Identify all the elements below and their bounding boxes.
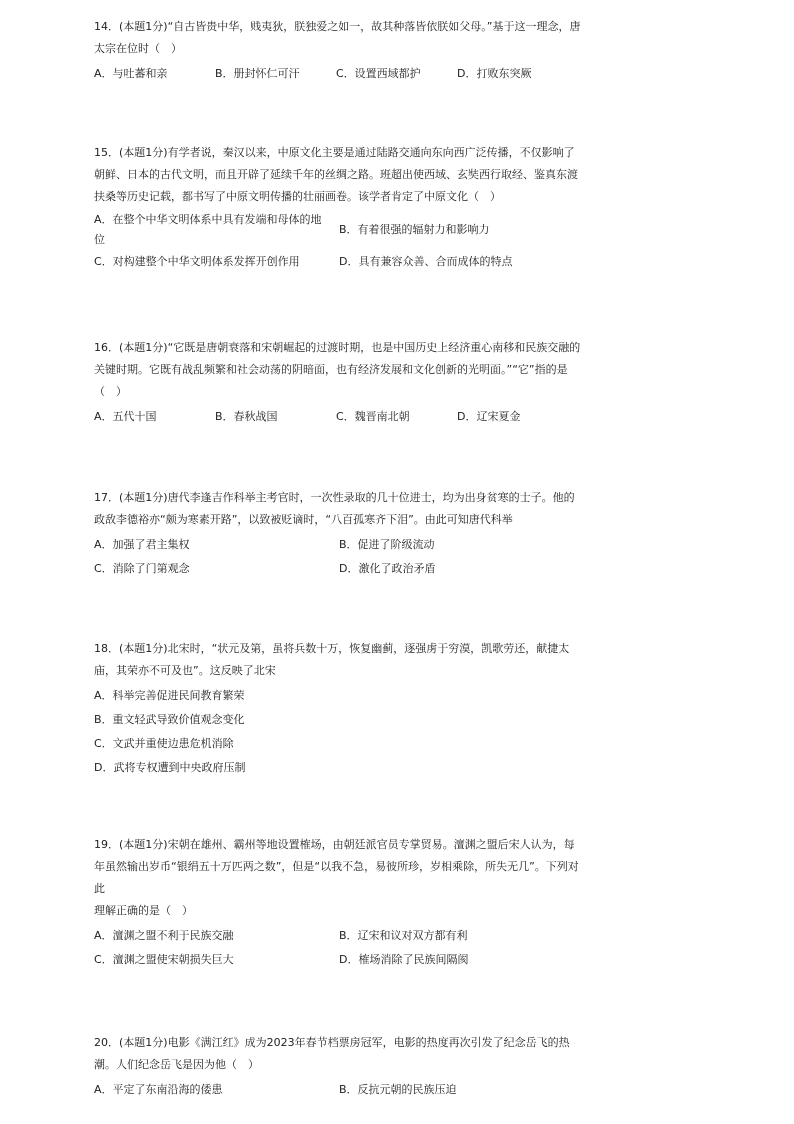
option-c[interactable]: C．设置西域都护 bbox=[336, 67, 421, 80]
question-stem: 18．(本题1分)北宋时，“状元及第，虽将兵数十万，恢复幽蓟，逐强虏于穷漠，凯歌劳还，献捷太庙，其荣亦不可及也”。这反映了北宋 bbox=[94, 642, 570, 677]
options-row bbox=[94, 924, 584, 948]
options-row bbox=[94, 210, 584, 250]
question-16 bbox=[94, 337, 584, 429]
option-a[interactable]: A．加强了君主集权 bbox=[94, 538, 190, 551]
option-a[interactable]: A．与吐蕃和亲 bbox=[94, 67, 168, 80]
option-b[interactable]: B．重文轻武导致价值观念变化 bbox=[94, 713, 245, 726]
options-row bbox=[94, 405, 584, 429]
options-row bbox=[94, 250, 584, 274]
option-b[interactable]: B．促进了阶级流动 bbox=[339, 538, 435, 551]
option-d[interactable]: D．打败东突厥 bbox=[457, 67, 532, 80]
question-19 bbox=[94, 834, 584, 972]
options-row bbox=[94, 533, 584, 557]
options-row bbox=[94, 62, 584, 86]
question-14 bbox=[94, 16, 584, 86]
option-a[interactable]: A．科举完善促进民间教育繁荣 bbox=[94, 689, 245, 702]
option-b[interactable]: B．有着很强的辐射力和影响力 bbox=[339, 223, 490, 236]
option-a[interactable]: A．在整个中华文明体系中具有发端和母体的地位 bbox=[94, 213, 322, 246]
option-d[interactable]: D．榷场消除了民族间隔阂 bbox=[339, 953, 469, 966]
options-row bbox=[94, 948, 584, 972]
question-17 bbox=[94, 487, 584, 581]
option-c[interactable]: C．澶渊之盟使宋朝损失巨大 bbox=[94, 953, 234, 966]
option-d[interactable]: D．具有兼容众善、合而成体的特点 bbox=[339, 255, 513, 268]
question-20 bbox=[94, 1032, 584, 1102]
question-stem: 14．(本题1分)“自古皆贵中华，贱夷狄，朕独爱之如一，故其种落皆依朕如父母。”基于这一理念，唐太宗在位时（ ） bbox=[94, 20, 581, 55]
question-18 bbox=[94, 638, 584, 780]
question-stem: 17．(本题1分)唐代李逢吉作科举主考官时，一次性录取的几十位进士，均为出身贫寒的士子。他的政敌李德裕亦“颇为寒素开路”，以致被贬谪时，“八百孤寒齐下泪”。由此可知唐代科举 bbox=[94, 491, 575, 526]
option-b[interactable]: B．辽宋和议对双方都有利 bbox=[339, 929, 468, 942]
option-c[interactable]: C．对构建整个中华文明体系发挥开创作用 bbox=[94, 255, 300, 268]
question-stem: 15．(本题1分)有学者说，秦汉以来，中原文化主要是通过陆路交通向东向西广泛传播，不仅影响了朝鲜、日本的古代文明，而且开辟了延续千年的丝绸之路。班超出使西域、玄奘西行取经、鉴真东渡扶桑等历史记载，都书写了中原文明传播的壮丽画卷。该学者肯定了中原文化（ ） bbox=[94, 146, 578, 203]
options-row bbox=[94, 1078, 584, 1102]
option-d[interactable]: D．辽宋夏金 bbox=[457, 410, 521, 423]
question-15 bbox=[94, 142, 584, 274]
option-c[interactable]: C．文武并重使边患危机消除 bbox=[94, 737, 234, 750]
question-stem-continued: 理解正确的是（ ） bbox=[94, 904, 193, 917]
option-b[interactable]: B．春秋战国 bbox=[215, 410, 278, 423]
option-a[interactable]: A．澶渊之盟不利于民族交融 bbox=[94, 929, 234, 942]
question-stem: 16．(本题1分)“它既是唐朝衰落和宋朝崛起的过渡时期，也是中国历史上经济重心南移和民族交融的关键时期。它既有战乱频繁和社会动荡的阴暗面，也有经济发展和文化创新的光明面。”“它”指的是（ ） bbox=[94, 341, 581, 398]
option-a[interactable]: A．五代十国 bbox=[94, 410, 157, 423]
option-c[interactable]: C．消除了门第观念 bbox=[94, 562, 190, 575]
option-c[interactable]: C．魏晋南北朝 bbox=[336, 410, 410, 423]
option-b[interactable]: B．册封怀仁可汗 bbox=[215, 67, 300, 80]
options-row bbox=[94, 557, 584, 581]
option-d[interactable]: D．激化了政治矛盾 bbox=[339, 562, 436, 575]
option-a[interactable]: A．平定了东南沿海的倭患 bbox=[94, 1083, 223, 1096]
question-stem: 19．(本题1分)宋朝在雄州、霸州等地设置榷场，由朝廷派官员专掌贸易。澶渊之盟后宋人认为，每年虽然输出岁币“银绢五十万匹两之数”，但是“以我不急，易彼所珍，岁相乘除，所失无几”。下列对此 bbox=[94, 838, 579, 895]
option-b[interactable]: B．反抗元朝的民族压迫 bbox=[339, 1083, 457, 1096]
options-column bbox=[94, 684, 584, 780]
question-stem: 20．(本题1分)电影《满江红》成为2023年春节档票房冠军，电影的热度再次引发了纪念岳飞的热潮。人们纪念岳飞是因为他（ ） bbox=[94, 1036, 570, 1071]
option-d[interactable]: D．武将专权遭到中央政府压制 bbox=[94, 761, 246, 774]
